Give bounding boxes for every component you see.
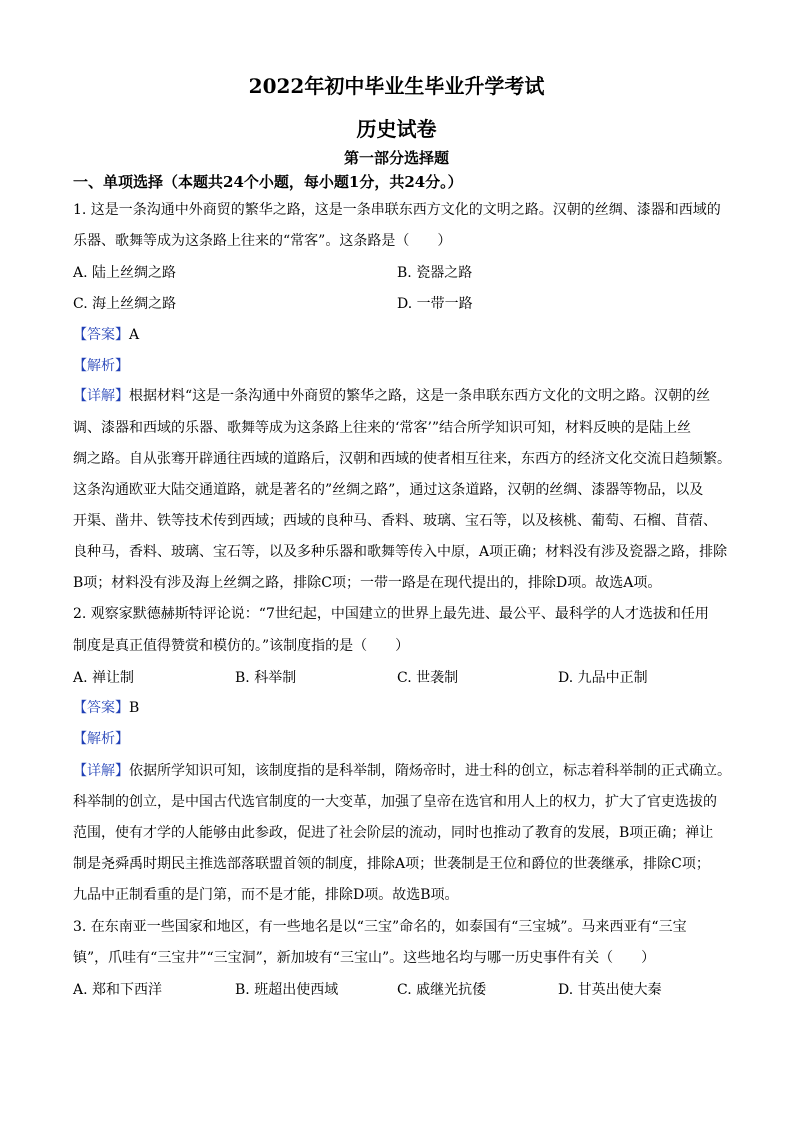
q1-detail-line: 良种马，香料、玻璃、宝石等，以及多种乐器和歌舞等传入中原，A项正确；材料没有涉及瓷器之路，排除 (73, 544, 728, 560)
analysis-tag: 【解析】 (73, 358, 129, 374)
q1-analysis-tag (73, 356, 733, 376)
q2-detail-line: 制是尧舜禹时期民主推选部落联盟首领的制度，排除A项；世袭制是王位和爵位的世袭继承，排除C项； (73, 856, 710, 872)
detail-tag: 【详解】 (73, 388, 129, 404)
q3-option-b: B. 班超出使西域 (235, 982, 339, 998)
q2-detail-line: 范围，使有才学的人能够由此参政，促进了社会阶层的流动，同时也推动了教育的发展，B项正确；禅让 (73, 825, 714, 841)
q2-stem-line: 2. 观察家默德赫斯特评论说：“7世纪起，中国建立的世界上最先进、最公平、最科学的人才选拔和任用 (73, 606, 709, 622)
q1-detail-line: 这条沟通欧亚大陆交通道路，就是著名的”丝绸之路”，通过这条道路，汉朝的丝绸、漆器等物品，以及 (73, 482, 704, 498)
detail-text: 依据所学知识可知，该制度指的是科举制，隋炀帝时，进士科的创立，标志着科举制的正式确立。 (129, 763, 731, 779)
q1-detail-line: 调、漆器和西域的乐器、歌舞等成为这条路上往来的‘常客’”结合所学知识可知，材料反映的是陆上丝 (73, 420, 692, 436)
answer-value: A (129, 327, 140, 343)
q3-option-d: D. 甘英出使大秦 (558, 982, 662, 998)
q1-stem-line: 乐器、歌舞等成为这条路上往来的“常客”。这条路是（ ） (73, 233, 452, 249)
q2-detail-line: 科举制的创立，是中国古代选官制度的一大变革，加强了皇帝在选官和用人上的权力，扩大了官吏选拔的 (73, 794, 717, 810)
section-heading: 一、单项选择（本题共24个小题，每小题1分，共24分。） (73, 173, 463, 191)
q2-option-d: D. 九品中正制 (558, 670, 648, 686)
analysis-tag: 【解析】 (73, 731, 129, 747)
q1-answer (73, 325, 733, 345)
q3-option-c: C. 戚继光抗倭 (397, 982, 487, 998)
q2-option-b: B. 科举制 (235, 670, 297, 686)
answer-tag: 【答案】 (73, 700, 129, 716)
q2-detail-line (73, 761, 733, 781)
part-title: 第一部分选择题 (343, 149, 449, 167)
q1-option-b: B. 瓷器之路 (397, 265, 473, 281)
q2-option-c: C. 世袭制 (397, 670, 459, 686)
q3-option-a: A. 郑和下西洋 (73, 982, 163, 998)
q1-detail-line: 开渠、凿井、铁等技术传到西域；西域的良种马、香料、玻璃、宝石等，以及核桃、葡萄、石榴、苜蓿、 (73, 513, 717, 529)
answer-value: B (129, 700, 140, 716)
q1-option-a: A. 陆上丝绸之路 (73, 265, 177, 281)
q1-option-c: C. 海上丝绸之路 (73, 296, 177, 312)
q2-detail-line: 九品中正制看重的是门第，而不是才能，排除D项。故选B项。 (73, 887, 459, 903)
q1-detail-line: B项；材料没有涉及海上丝绸之路，排除C项；一带一路是在现代提出的，排除D项。故选A项。 (73, 575, 662, 591)
subject-title: 历史试卷 (356, 117, 437, 141)
q1-detail-line (73, 386, 733, 406)
answer-tag: 【答案】 (73, 327, 129, 343)
q1-detail-line: 绸之路。自从张骞开辟通往西域的道路后，汉朝和西域的使者相互往来，东西方的经济文化交流日趋频繁。 (73, 451, 731, 467)
detail-tag: 【详解】 (73, 763, 129, 779)
detail-text: 根据材料“这是一条沟通中外商贸的繁华之路，这是一条串联东西方文化的文明之路。汉朝的丝 (129, 388, 711, 404)
q3-stem-line: 镇”，爪哇有“三宝井”“三宝洞”，新加坡有“三宝山”。这些地名均与哪一历史事件有关（ ） (73, 950, 656, 966)
q3-stem-line: 3. 在东南亚一些国家和地区，有一些地名是以“三宝”命名的，如泰国有“三宝城”。马来西亚有“三宝 (73, 919, 687, 935)
q2-answer (73, 698, 733, 718)
exam-title: 2022年初中毕业生毕业升学考试 (248, 74, 545, 98)
q2-analysis-tag (73, 729, 733, 749)
q2-stem-line: 制度是真正值得赞赏和模仿的。”该制度指的是（ ） (73, 638, 410, 654)
q1-option-d: D. 一带一路 (397, 296, 473, 312)
q1-stem-line: 1. 这是一条沟通中外商贸的繁华之路，这是一条串联东西方文化的文明之路。汉朝的丝绸、漆器和西域的 (73, 202, 721, 218)
q2-option-a: A. 禅让制 (73, 670, 135, 686)
